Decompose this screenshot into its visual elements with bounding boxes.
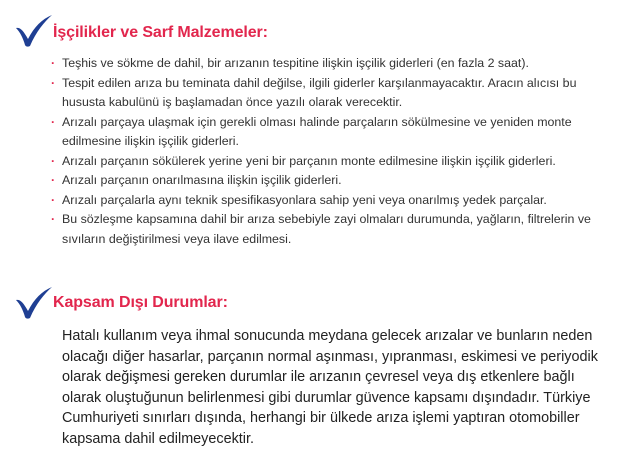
bullet-list bbox=[0, 54, 622, 249]
section-heading-row bbox=[0, 286, 622, 318]
bullet-dot: · bbox=[51, 153, 56, 168]
list-item: · Arızalı parçanın sökülerek yerine yeni bir parçanın monte edilmesine ilişkin işçilik giderleri. bbox=[0, 152, 622, 172]
list-item: · Arızalı parçanın onarılmasına ilişkin işçilik giderleri. bbox=[0, 171, 622, 191]
bullet-dot: · bbox=[51, 75, 56, 90]
section-heading: Kapsam Dışı Durumlar: bbox=[53, 294, 228, 311]
list-item: · Arızalı parçalarla aynı teknik spesifikasyonlara sahip yeni veya onarılmış yedek parçalar. bbox=[0, 191, 622, 211]
section-heading: İşçilikler ve Sarf Malzemeler: bbox=[53, 24, 268, 41]
list-item: · Teşhis ve sökme de dahil, bir arızanın tespitine ilişkin işçilik giderleri (en fazla 2 saat). bbox=[0, 54, 622, 74]
exclusions-paragraph: Hatalı kullanım veya ihmal sonucunda meydana gelecek arızalar ve bunların neden olacağı diğer hasarlar, parçanın normal aşınması, yıpranması, eskimesi ve periyodik olarak değişmesi gereken durumlar ile arızanın çevresel veya dış etkenlere bağlı olarak oluştuğunun belirlenmesi gibi durumlar güvence kapsamı dışındadır. Türkiye Cumhuriyeti sınırları dışında, herhangi bir ülkede arıza işlemi yaptıran otomobiller kapsama dahil edilmeyecektir. bbox=[62, 328, 598, 447]
list-item: · Tespit edilen arıza bu teminata dahil değilse, ilgili giderler karşılanmayacaktır. Aracın alıcısı bu hususta kabulünü iş başlamadan önce yazılı olarak verecektir. bbox=[51, 75, 577, 109]
checkmark-icon bbox=[14, 14, 54, 48]
bullet-dot: · bbox=[51, 212, 56, 226]
list-item: · Bu sözleşme kapsamına dahil bir arıza sebebiyle zayi olmaları durumunda, yağların, filtrelerin ve sıvıların değiştirilmesi veya ilave edilmesi. bbox=[51, 212, 591, 246]
bullet-dot: · bbox=[51, 192, 56, 207]
bullet-dot: · bbox=[51, 114, 56, 129]
checkmark-icon bbox=[14, 286, 54, 320]
list-item: · Arızalı parçaya ulaşmak için gerekli olması halinde parçaların sökülmesine ve yeniden monte edilmesine ilişkin işçilik giderleri. bbox=[51, 114, 572, 148]
section-heading-row bbox=[0, 14, 622, 46]
bullet-dot: · bbox=[51, 173, 56, 187]
section-labor-and-consumables bbox=[0, 14, 622, 246]
bullet-dot: · bbox=[51, 56, 56, 70]
section-exclusions bbox=[0, 286, 622, 447]
